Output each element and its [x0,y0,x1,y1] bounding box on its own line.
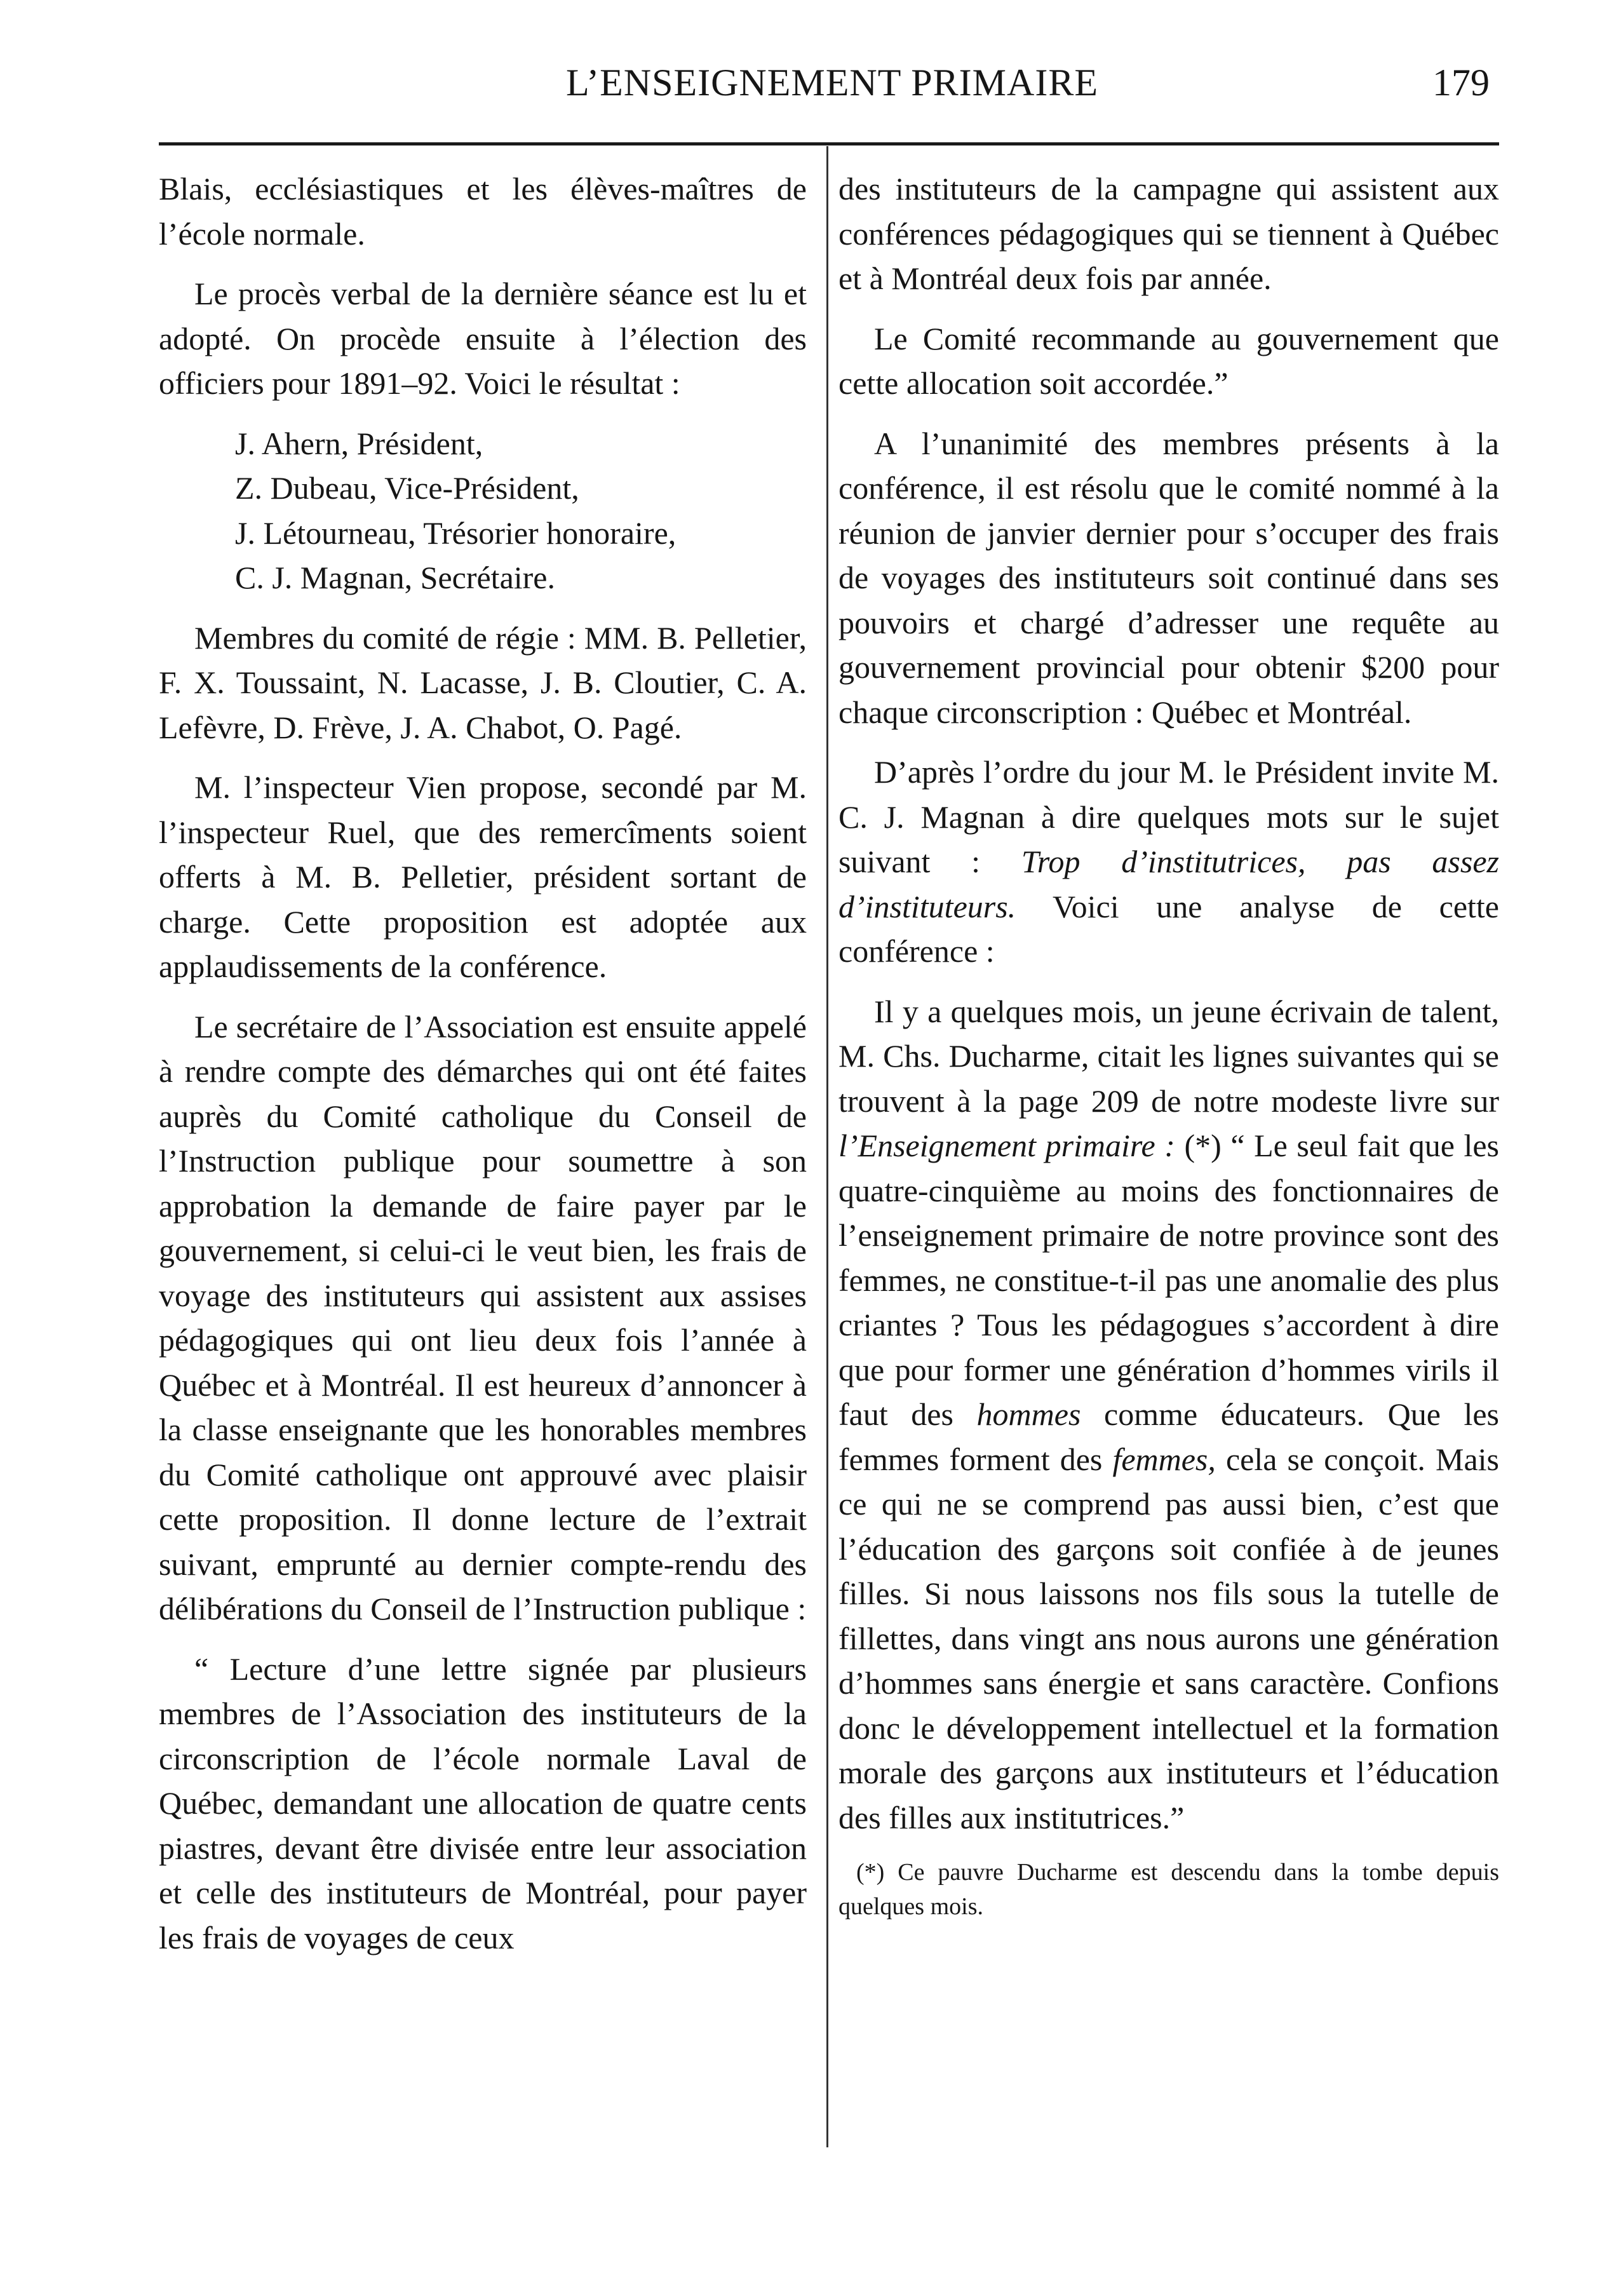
running-header-title: L’ENSEIGNEMENT PRIMAIRE [565,62,1098,104]
footnote: (*) Ce pauvre Ducharme est descendu dans la tombe depuis quelques mois. [838,1859,1499,1920]
agenda-text: D’après l’ordre du jour M. le Président invite M. C. J. Magnan à dire quelques mots sur le sujet suivant : [838,754,1499,879]
paragraph-secretary-report: Le secrétaire de l’Association est ensuite appelé à rendre compte des démarches qui ont été faites auprès du Comité catholique du Conseil de l’Instruction publique pour soumettre à son approbation la demande de faire payer par le gouvernement, si celui-ci le veut bien, les frais de voyage des instituteurs qui assistent aux assises pédagogiques qui ont lieu deux fois l’année à Québec et à Montréal. Il est heureux d’annoncer à la classe enseignante que les honorables membres du Comité catholique ont approuvé avec plaisir cette proposition. Il donne lecture de l’extrait suivant, emprunté au dernier compte-rendu des délibérations du Conseil de l’Instruction publique : [159,1008,807,1626]
analysis-text: cela se conçoit. Mais ce qui ne se comprend pas aussi bien, c’est que l’éducation des garçons soit confiée à de jeunes filles. Si nous laissons nos fils sous la tutelle de fillettes, dans vingt ans nous aurons une génération d’hommes sans énergie et sans caractère. Confions donc le développement intellectuel et la formation morale des garçons aux instituteurs et l’éducation des filles aux institutrices.” [838,1441,1499,1835]
lecture-title: Trop d’institutrices, pas assez d’instituteurs. [838,844,1500,924]
analysis-text: Il y a quelques mois, un jeune écrivain de talent, M. Chs. Ducharme, citait les lignes suivantes qui se trouvent à la page 209 de notre modeste livre sur [838,993,1499,1119]
paragraph-letter-quote: “ Lecture d’une lettre signée par plusieurs membres de l’Association des instituteurs de la circonscription de l’école normale Laval de Québec, demandant une allocation de quatre cents piastres, devant être divisée entre leur association et celle des instituteurs de Montréal, pour payer les frais de voyages de ceux [159,1651,807,1955]
book-title: l’Enseignement primaire : [838,1128,1175,1163]
paragraph-committee-members: Membres du comité de régie : MM. B. Pelletier, F. X. Toussaint, N. Lacasse, J. B. Cloutier, C. A. Lefèvre, D. Frève, J. A. Chabot, O. Pagé. [159,619,807,745]
paragraph-committee-recommendation: Le Comité recommande au gouvernement que cette allocation soit accordée.” [838,320,1499,401]
analysis-text: comme éducateurs. Que les femmes forment des [838,1396,1500,1477]
paragraph-resolution: A l’unanimité des membres présents à la conférence, il est résolu que le comité nommé à la réunion de janvier dernier pour s’occuper des frais de voyages des instituteurs soit continué dans ses pouvoirs et chargé d’adresser une requête au gouvernement provincial pour obtenir $200 pour chaque circonscription : Québec et Montréal. [838,425,1499,730]
column-divider [826,146,828,2147]
paragraph-thanks-motion: M. l’inspecteur Vien propose, secondé par M. l’inspecteur Ruel, que des remercîments soient offerts à M. B. Pelletier, président sortant de charge. Cette proposition est adoptée aux applaudissements de la conférence. [159,769,807,984]
right-column [838,166,1499,1924]
analysis-text: (*) “ Le seul fait que les quatre-cinquième au moins des fonctionnaires de l’enseignement primaire de notre province sont des femmes, ne constitue-t-il pas une anomalie des plus criantes ? Tous les pédagogues s’accordent à dire que pour former une génération d’hommes virils il faut des [838,1128,1499,1432]
emphasis-femmes: femmes, [1112,1441,1216,1477]
paragraph-continued: des instituteurs de la campagne qui assistent aux conférences pédagogiques qui se tiennent à Québec et à Montréal deux fois par année. [838,171,1499,296]
emphasis-hommes: hommes [976,1396,1081,1432]
officer-line-secretary: C. J. Magnan, Secrétaire. [235,560,556,595]
left-column [159,166,807,1975]
officer-line-president: J. Ahern, Président, [235,425,483,461]
header-rule [159,142,1499,145]
paragraph-lecture-analysis [838,989,1499,1840]
paragraph-agenda [838,750,1499,974]
officer-line-vice-president: Z. Dubeau, Vice-Président, [235,470,579,506]
officer-line-treasurer: J. Létourneau, Trésorier honoraire, [235,515,677,551]
paragraph-election: Le procès verbal de la dernière séance est lu et adopté. On procède ensuite à l’élection des officiers pour 1891–92. Voici le résultat : [159,276,807,401]
page-number: 179 [1432,62,1490,104]
agenda-text-end: Voici une analyse de cette conférence : [838,888,1499,969]
paragraph-continued: Blais, ecclésiastiques et les élèves-maîtres de l’école normale. [159,171,807,252]
